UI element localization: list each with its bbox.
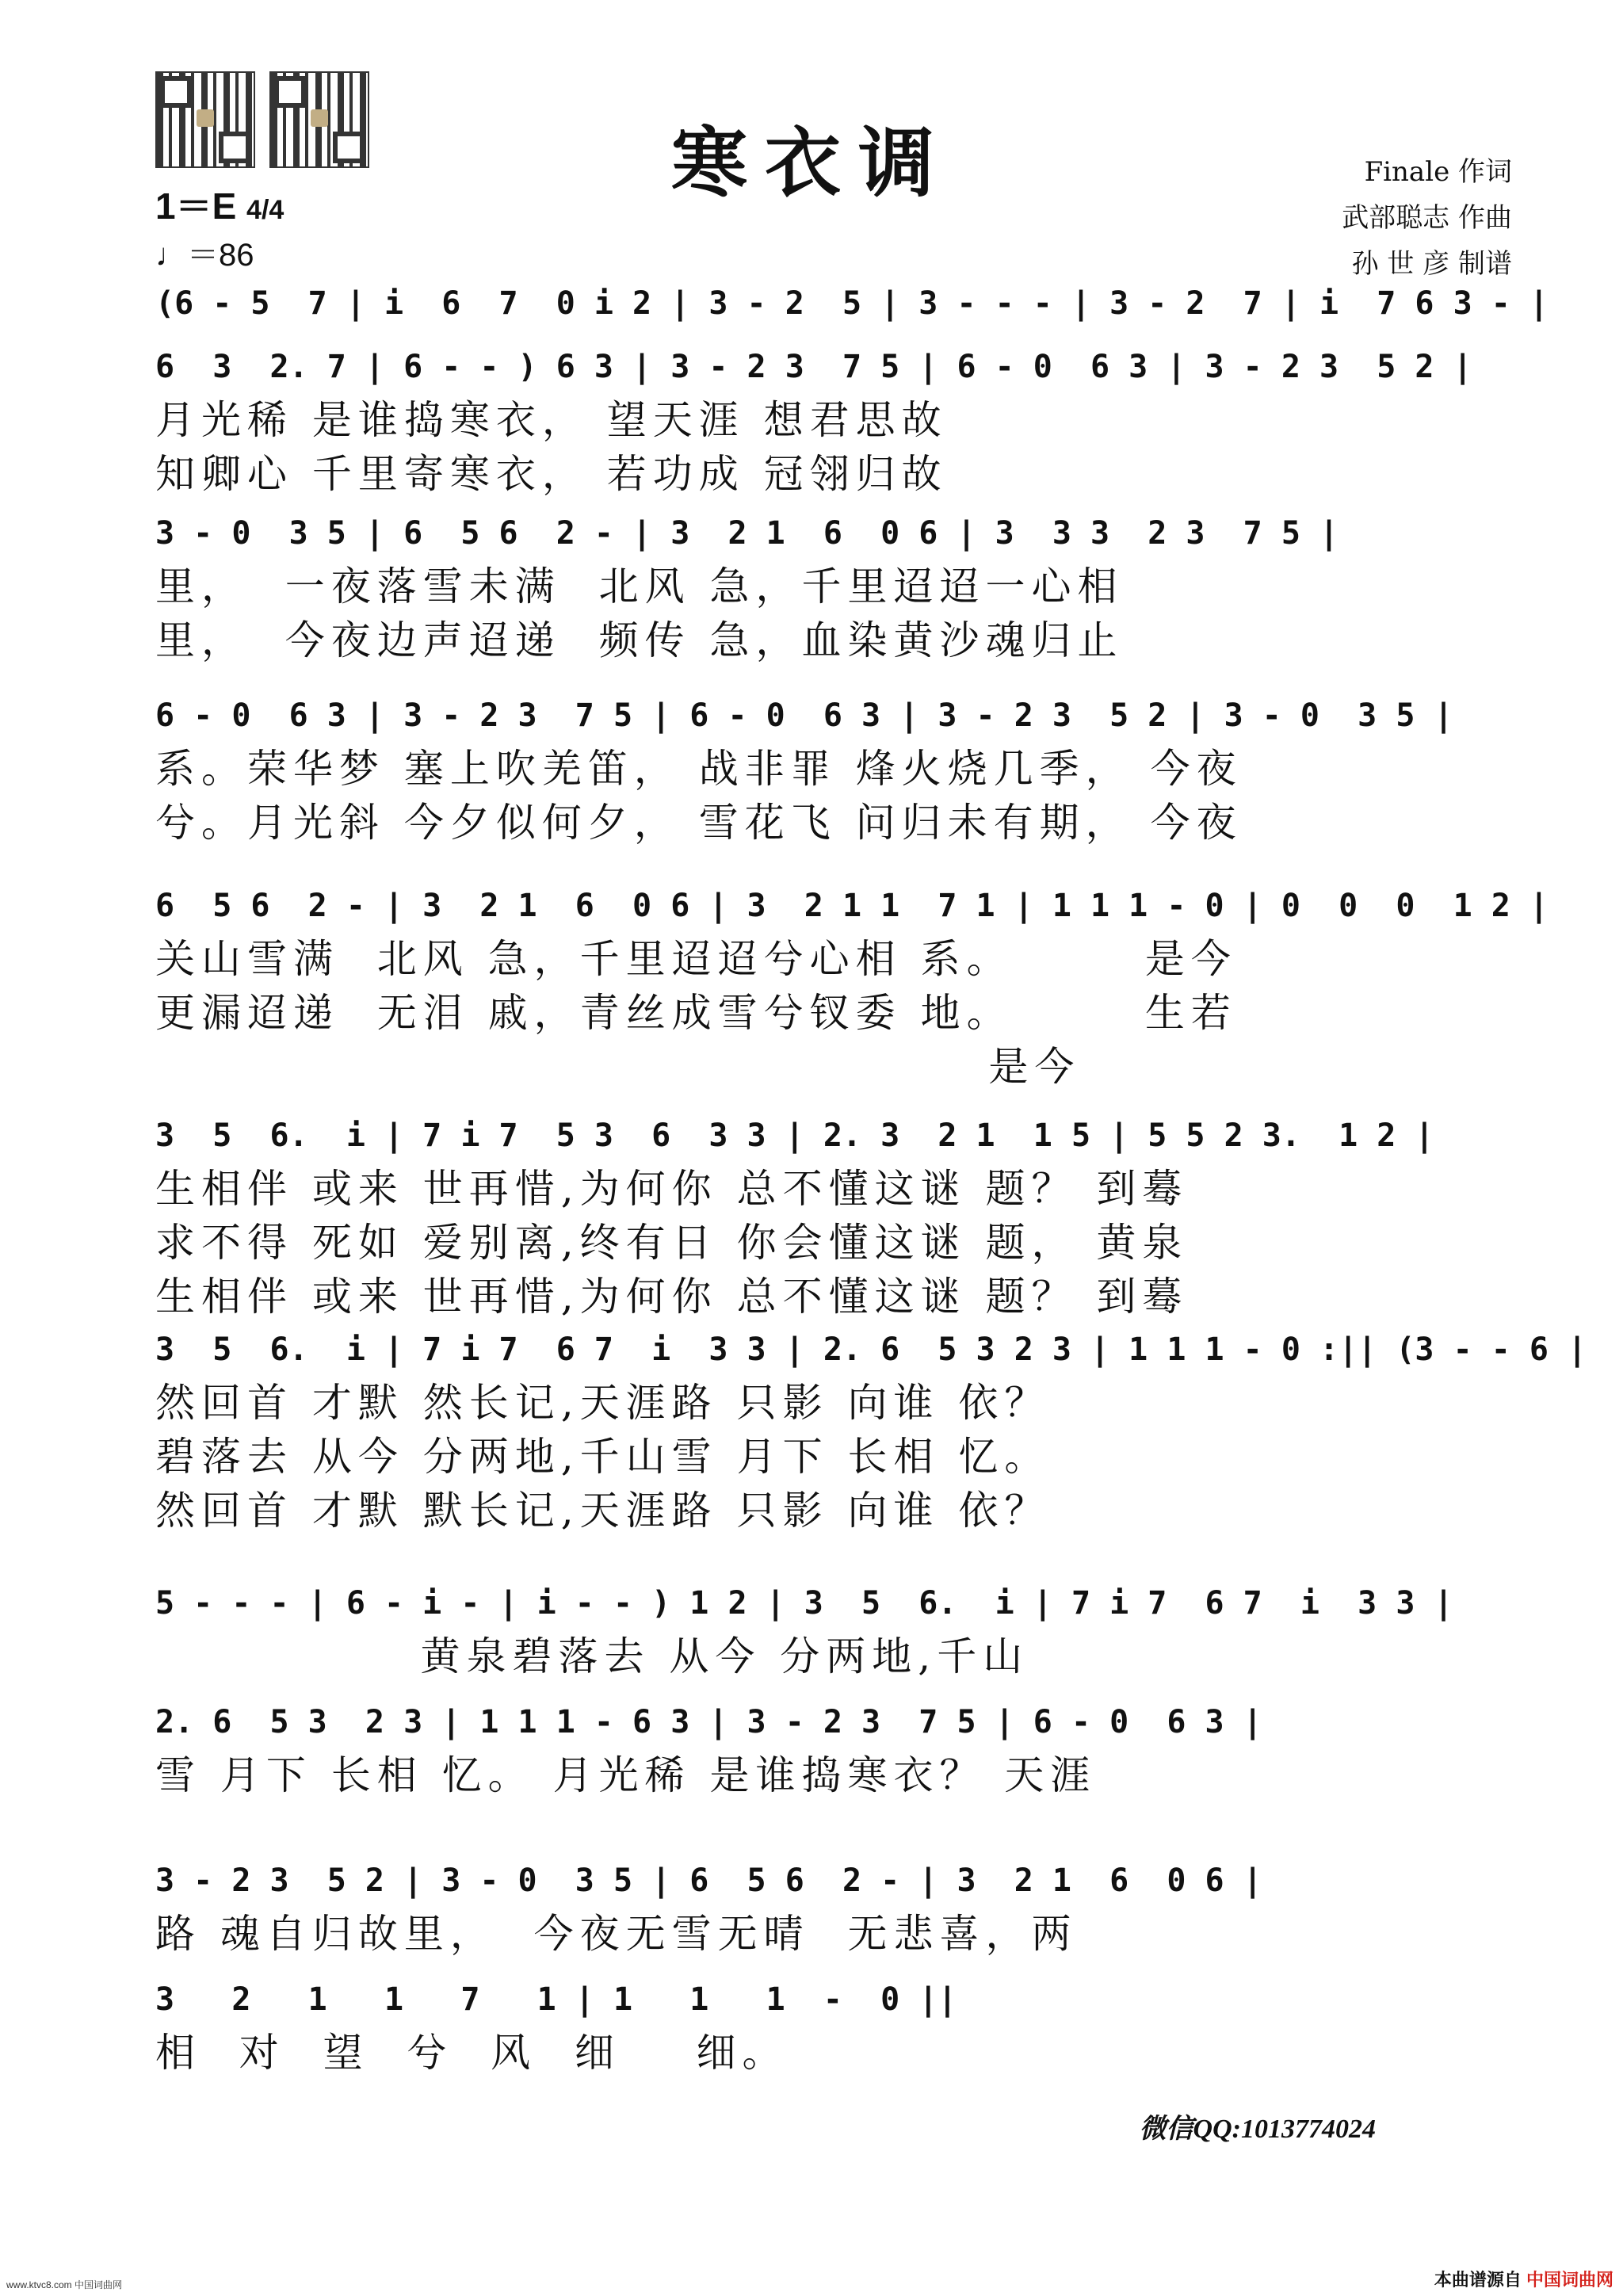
score-system <box>155 1110 1471 1324</box>
score-system <box>155 1324 1587 1538</box>
notation-line: 3 5 6. i | 7 i 7 6 7 i 3 3 | 2. 6 5 3 2 3 | 1 1 1 - 0 :|| (3 - - 6 | <box>155 1331 1587 1368</box>
score-system <box>155 277 1549 330</box>
score-system <box>155 1696 1471 1802</box>
composer-credit: 武部聪志 作曲 <box>1342 202 1512 234</box>
lyric-line: 月光稀 是谁捣寒衣， 望天涯 想君思故 <box>155 397 948 443</box>
score-system <box>155 1577 1471 1683</box>
lyric-line: 相 对 望 兮 风 细 细。 <box>155 2030 789 2076</box>
lyric-line: 然回首 才默 默长记,天涯路 只影 向谁 依？ <box>155 1488 1051 1534</box>
lyric-line: 里， 一夜落雪未满 北风 急，千里迢迢一心相 <box>155 563 1124 609</box>
site-watermark-right <box>1434 2267 1613 2291</box>
score-system <box>155 341 1471 501</box>
lyric-line: 生相伴 或来 世再惜,为何你 总不懂这谜 题？ 到蓦 <box>155 1166 1189 1212</box>
notation-line: 3 2 1 1 7 1 | 1 1 1 - 0 || <box>155 1981 957 2018</box>
score-system <box>155 880 1549 1094</box>
notation-line: 6 - 0 6 3 | 3 - 2 3 7 5 | 6 - 0 6 3 | 3 - 2 3 5 2 | 3 - 0 3 5 | <box>155 697 1453 734</box>
lyric-line: 然回首 才默 然长记,天涯路 只影 向谁 依？ <box>155 1380 1051 1426</box>
site-watermark-left: www.ktvc8.com 中国词曲网 <box>6 2279 123 2290</box>
lyric-line: 黄泉碧落去 从今 分两地,千山 <box>155 1633 1029 1679</box>
notation-line: 3 - 0 3 5 | 6 5 6 2 - | 3 2 1 6 0 6 | 3 3 3 2 3 7 5 | <box>155 515 1339 552</box>
lyric-line: 知卿心 千里寄寒衣， 若功成 冠翎归故 <box>155 451 948 497</box>
score-system <box>155 1855 1471 1961</box>
lyric-line: 路 魂自归故里， 今夜无雪无晴 无悲喜，两 <box>155 1911 1078 1957</box>
lyric-line: 关山雪满 北风 急，千里迢迢兮心相 系。 是今 <box>155 936 1237 982</box>
song-title: 寒衣调 <box>671 118 952 208</box>
lyric-line: 里， 今夜边声迢递 频传 急，血染黄沙魂归止 <box>155 617 1124 663</box>
notation-line: 3 5 6. i | 7 i 7 5 3 6 3 3 | 2. 3 2 1 1 5 | 5 5 2 3. 1 2 | <box>155 1117 1434 1154</box>
notation-line: 6 5 6 2 - | 3 2 1 6 0 6 | 3 2 1 1 7 1 | 1 1 1 - 0 | 0 0 0 1 2 | <box>155 888 1549 924</box>
notation-line: 5 - - - | 6 - i - | i - - ) 1 2 | 3 5 6. i | 7 i 7 6 7 i 3 3 | <box>155 1585 1453 1622</box>
source-brand: 中国词曲网 <box>1526 2270 1613 2290</box>
lyric-line: 求不得 死如 爱别离,终有日 你会懂这谜 题， 黄泉 <box>155 1220 1189 1266</box>
notation-line: 6 3 2. 7 | 6 - - ) 6 3 | 3 - 2 3 7 5 | 6 - 0 6 3 | 3 - 2 3 5 2 | <box>155 349 1472 385</box>
credits <box>1342 149 1512 287</box>
score-system <box>155 690 1471 850</box>
contact-info: 微信QQ:1013774024 <box>1139 2115 1376 2144</box>
notation-line: 3 - 2 3 5 2 | 3 - 0 3 5 | 6 5 6 2 - | 3 2 1 6 0 6 | <box>155 1862 1262 1899</box>
tempo-marking: ♩＝86 <box>155 238 254 273</box>
notation-line: (6 - 5 7 | i 6 7 0 i 2 | 3 - 2 5 | 3 - - - | 3 - 2 7 | i 7 6 3 - | <box>155 285 1549 322</box>
score-system <box>155 507 1471 667</box>
lyric-line: 雪 月下 长相 忆。 月光稀 是谁捣寒衣？ 天涯 <box>155 1752 1097 1798</box>
lyric-line: 系。荣华梦 塞上吹羌笛， 战非罪 烽火烧几季， 今夜 <box>155 746 1243 792</box>
key-text: 1＝E <box>155 185 237 227</box>
lyric-line: 生相伴 或来 世再惜,为何你 总不懂这谜 题？ 到蓦 <box>155 1274 1189 1320</box>
lyric-line: 兮。月光斜 今夕似何夕， 雪花飞 问归未有期， 今夜 <box>155 800 1243 846</box>
time-signature: 4/4 <box>246 195 285 225</box>
notation-line: 2. 6 5 3 2 3 | 1 1 1 - 6 3 | 3 - 2 3 7 5 | 6 - 0 6 3 | <box>155 1704 1262 1740</box>
lyric-line: 碧落去 从今 分两地,千山雪 月下 长相 忆。 <box>155 1434 1051 1480</box>
lyric-line: 是今 <box>155 1044 1081 1090</box>
source-prefix: 本曲谱源自 <box>1434 2270 1522 2290</box>
lyricist-credit: Finale 作词 <box>1364 156 1512 188</box>
key-signature <box>155 178 284 230</box>
score-system <box>155 1973 1471 2080</box>
lyric-line: 更漏迢递 无泪 戚，青丝成雪兮钗委 地。 生若 <box>155 990 1237 1036</box>
arranger-credit: 孙 世 彦 制谱 <box>1351 248 1512 280</box>
